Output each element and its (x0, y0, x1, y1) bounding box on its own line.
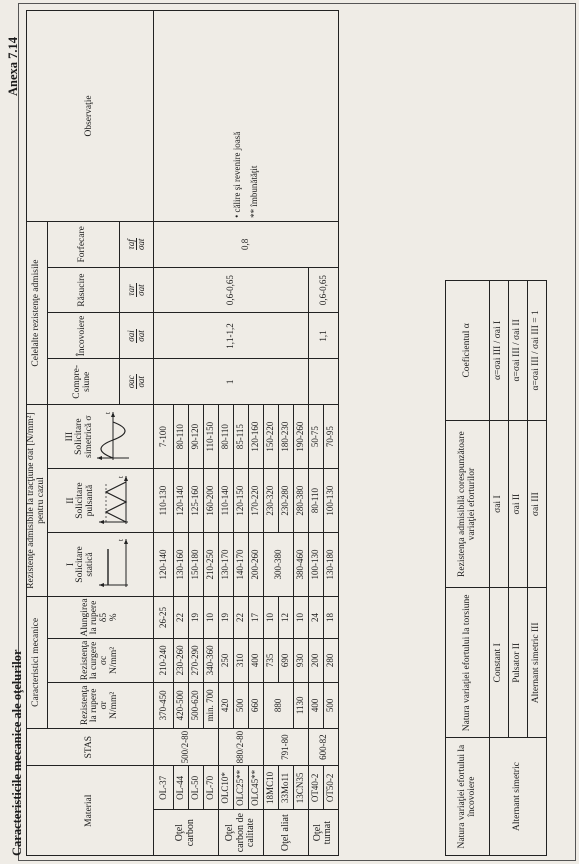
bend-num: σai (125, 330, 136, 342)
yield-cell: 250 (218, 638, 233, 682)
note-1: • călire şi revenire joasă (231, 131, 242, 218)
variation-coefficient-table (445, 280, 547, 856)
static-cell: 150-180 (188, 533, 203, 597)
yield-cell: 310 (233, 638, 248, 682)
alpha-cell: α=σai III / σai II (509, 281, 528, 421)
svg-text:t: t (117, 475, 126, 478)
case1-num: I (65, 562, 76, 567)
static-cell: 130-180 (323, 533, 338, 597)
group-turnat: Oţel turnat (308, 810, 338, 856)
compr-num: σac (125, 375, 136, 389)
stas-cell: 600-82 (308, 728, 338, 766)
allow-header: Rezistenţe admisibile la tracţiune σat [N/mm²] pentru cazul (27, 405, 48, 597)
pulsating-cell: 120-140 (173, 469, 188, 533)
static-cell: 200-260 (248, 533, 263, 597)
elong-cell: 10 (263, 596, 278, 638)
shear-header: Forfecare (47, 221, 119, 267)
torsion-type-cell: Alternant simetric III (528, 588, 547, 738)
symmetric-cell: 85-115 (233, 405, 248, 469)
pulsating-cell: 170-220 (248, 469, 263, 533)
annex-label: Anexa 7.14 (6, 36, 20, 96)
grade-cell: 33Mo11 (278, 766, 293, 810)
symmetric-cell: 70-95 (323, 405, 338, 469)
rupture-cell: 1130 (293, 682, 308, 728)
elong-label: Alungirea la rupere (79, 598, 100, 637)
pulsating-cell: 280-380 (293, 469, 308, 533)
yield-cell: 230-260 (173, 638, 188, 682)
pulsating-load-graph-icon (96, 472, 130, 530)
symmetric-cell: 50-75 (308, 405, 323, 469)
symmetric-cell: 110-150 (203, 405, 218, 469)
yield-cell: 735 (263, 638, 278, 682)
svg-text:t: t (104, 411, 113, 414)
bend-variation-header: Natura variaţiei efortului la încovoiere (446, 738, 490, 856)
elong-cell: 12 (278, 596, 293, 638)
case3-header (47, 405, 153, 469)
yield-label: Rezistenţa la curgere (79, 640, 100, 681)
symmetric-cell: 120-160 (248, 405, 263, 469)
case2-header (47, 469, 153, 533)
rupture-cell: 500-620 (188, 682, 203, 728)
material-header: Material (27, 766, 154, 856)
rupture-header (47, 682, 153, 728)
bend-ratio-cast-cell: 1,1 (308, 313, 338, 359)
grade-cell: 18MC10 (263, 766, 278, 810)
elong-cell: 22 (173, 596, 188, 638)
torsion-variation-header: Natura variaţiei efortului la torsiune (446, 588, 490, 738)
grade-cell: OL-37 (153, 766, 173, 810)
symmetric-cell: 80-110 (218, 405, 233, 469)
rupture-cell: 500 (323, 682, 338, 728)
compr-ratio-header (119, 359, 153, 405)
yield-header (47, 638, 153, 682)
obs-header: Observaţie (27, 11, 154, 222)
alpha-cell: α=σai III / σai III = 1 (528, 281, 547, 421)
symmetric-cell: 7-100 (153, 405, 173, 469)
grade-cell: OL-70 (203, 766, 218, 810)
yield-sym: σc (99, 655, 110, 666)
shear-ratio-header (119, 221, 153, 267)
yield-cell: 340-360 (203, 638, 218, 682)
allowable-cell: σai I (490, 420, 509, 588)
static-cell: 140-170 (233, 533, 248, 597)
symmetric-cell: 150-220 (263, 405, 278, 469)
pulsating-cell: 110-130 (153, 469, 173, 533)
tors-ratio-cast-cell: 0,6-0,65 (308, 267, 338, 313)
elong-cell: 19 (188, 596, 203, 638)
tors-num: τar (125, 284, 136, 296)
yield-cell: 200 (308, 638, 323, 682)
other-header: Celelalte rezistenţe admisile (27, 221, 48, 404)
elong-header (47, 596, 153, 638)
static-cell: 380-460 (293, 533, 308, 597)
yield-cell: 210-240 (153, 638, 173, 682)
elong-sym: δ5 (99, 612, 110, 623)
shear-den: σat (135, 238, 146, 251)
yield-unit: N/mm² (109, 646, 120, 674)
compr-den: σat (135, 376, 146, 388)
grade-cell: OL-50 (188, 766, 203, 810)
alpha-header: Coeficientul α (446, 281, 490, 421)
rupture-unit: N/mm² (109, 691, 120, 719)
static-cell: 210-250 (203, 533, 218, 597)
elong-cell: 17 (248, 596, 263, 638)
group-calitate: Oţel carbon de calitate (218, 810, 263, 856)
pulsating-cell: 230-280 (278, 469, 293, 533)
group-carbon: Oţel carbon (153, 810, 218, 856)
rupture-cell: min. 700 (203, 682, 218, 728)
yield-cell: 690 (278, 638, 293, 682)
static-cell: 300-380 (263, 533, 293, 597)
rupture-cell: 370-450 (153, 682, 173, 728)
grade-cell: OT50-2 (323, 766, 338, 810)
pulsating-cell: 110-140 (218, 469, 233, 533)
pulsating-cell: 230-320 (263, 469, 278, 533)
yield-cell: 930 (293, 638, 308, 682)
grade-cell: OL-44 (173, 766, 188, 810)
case1-header (47, 533, 153, 597)
elong-cell: 10 (293, 596, 308, 638)
torsion-header: Răsucire (47, 267, 119, 313)
case3-num: III (64, 431, 75, 442)
yield-cell: 400 (248, 638, 263, 682)
elong-cell: 10 (203, 596, 218, 638)
symmetric-cell: 90-120 (188, 405, 203, 469)
stas-cell: 880/2-80 (218, 728, 263, 766)
pulsating-cell: 125-160 (188, 469, 203, 533)
bend-ratio-header (119, 313, 153, 359)
pulsating-cell: 160-200 (203, 469, 218, 533)
shear-num: τaf (125, 239, 136, 250)
grade-cell: 13CN35 (293, 766, 308, 810)
elong-cell: 26-25 (153, 596, 173, 638)
symmetric-cell: 80-110 (173, 405, 188, 469)
svg-text:t: t (117, 539, 126, 542)
symmetric-cell: 180-230 (278, 405, 293, 469)
static-cell: 130-160 (173, 533, 188, 597)
elong-cell: 19 (218, 596, 233, 638)
bend-ratio-cell: 1,1-1,2 (153, 313, 308, 359)
grade-cell: OLC25** (233, 766, 248, 810)
static-cell: 120-140 (153, 533, 173, 597)
stas-cell: 791-80 (263, 728, 308, 766)
yield-cell: 280 (323, 638, 338, 682)
case1-label: Solicitare statică (75, 546, 96, 583)
note-2: ** îmbunătăţit (248, 165, 259, 218)
rupture-label: Rezistenţa la rupere (79, 685, 100, 726)
compr-ratio-cast-cell (308, 359, 338, 405)
elong-cell: 22 (233, 596, 248, 638)
rupture-cell: 420-500 (173, 682, 188, 728)
stas-cell: 500/2-80 (153, 728, 218, 766)
symmetric-cell: 190-260 (293, 405, 308, 469)
torsion-type-cell: Constant I (490, 588, 509, 738)
stas-header: STAS (27, 728, 154, 766)
symmetric-load-graph-icon (95, 408, 131, 466)
allowable-stress-header: Rezistenţa admisibilă corespunzătoare variaţiei eforturilor (446, 420, 490, 588)
elong-unit: % (109, 613, 120, 622)
pulsating-cell: 120-150 (233, 469, 248, 533)
alpha-cell: α=σai III / σai I (490, 281, 509, 421)
static-load-graph-icon (96, 536, 130, 594)
pulsating-cell: 100-130 (323, 469, 338, 533)
steel-properties-table (26, 10, 339, 856)
rupture-cell: 400 (308, 682, 323, 728)
bend-header: Încovoiere (47, 313, 119, 359)
torsion-type-cell: Pulsator II (509, 588, 528, 738)
rupture-cell: 500 (233, 682, 248, 728)
table-title: Caracteristicile mecanice ale oţelurilor (10, 649, 24, 856)
notes-cell (153, 11, 338, 222)
grade-cell: OLC10* (218, 766, 233, 810)
compr-ratio-cell: 1 (153, 359, 308, 405)
bend-den: σat (135, 330, 146, 342)
pulsating-cell: 80-110 (308, 469, 323, 533)
tors-den: σat (135, 284, 146, 296)
rupture-cell: 420 (218, 682, 233, 728)
rupture-sym: σr (99, 701, 110, 710)
mech-header: Caracteristici mecanice (27, 596, 48, 728)
rupture-cell: 880 (263, 682, 293, 728)
shear-ratio-cell: 0,8 (153, 221, 338, 267)
grade-cell: OT40-2 (308, 766, 323, 810)
compr-header: Compre-siune (47, 359, 119, 405)
case2-num: II (65, 497, 76, 504)
static-cell: 100-130 (308, 533, 323, 597)
case2-label: Solicitare pulsantă (75, 482, 96, 519)
allowable-cell: σai II (509, 420, 528, 588)
static-cell: 130-170 (218, 533, 233, 597)
rupture-cell: 660 (248, 682, 263, 728)
elong-cell: 24 (308, 596, 323, 638)
yield-cell: 270-290 (188, 638, 203, 682)
group-aliat: Oţel aliat (263, 810, 308, 856)
bend-variation-cell: Alternant simetric (490, 738, 547, 856)
allowable-cell: σai III (528, 420, 547, 588)
tors-ratio-header (119, 267, 153, 313)
case3-label: Solicitare simetrică σ (74, 415, 95, 458)
grade-cell: OLC45** (248, 766, 263, 810)
tors-ratio-cell: 0,6-0,65 (153, 267, 308, 313)
elong-cell: 18 (323, 596, 338, 638)
